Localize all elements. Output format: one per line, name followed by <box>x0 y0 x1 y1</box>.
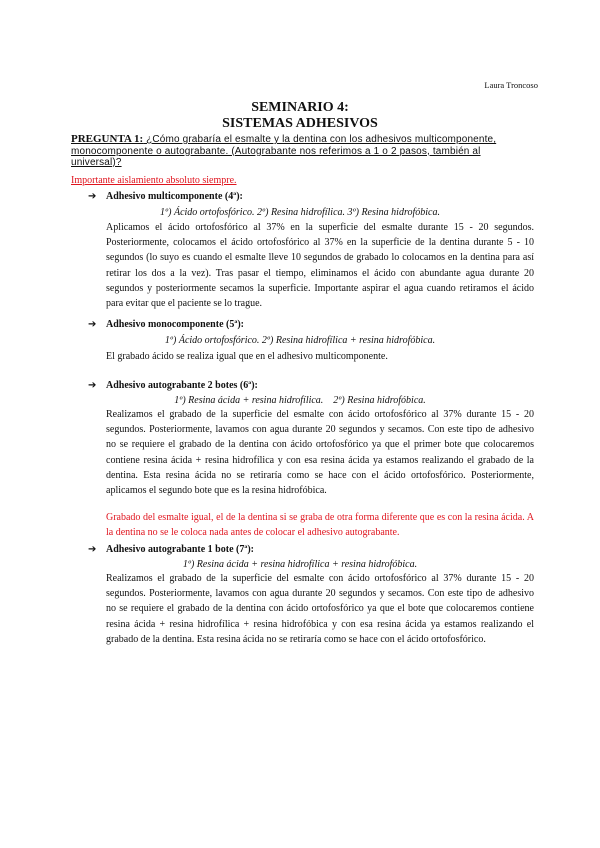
section-paragraph: El grabado ácido se realiza igual que en el adhesivo multicomponente. <box>106 351 388 362</box>
section-heading-autograbante-1: ➔ Adhesivo autograbante 1 bote (7ª): <box>88 544 254 555</box>
section-heading-monocomponente: ➔ Adhesivo monocomponente (5ª): <box>88 319 244 330</box>
section-subtitle: 1º) Resina ácida + resina hidrofílica + resina hidrofóbica. <box>182 559 418 570</box>
section-paragraph: Realizamos el grabado de la superficie del esmalte con ácido ortofosfórico al 37% durante 15 - 20 segundos. Posteriormente, lavamos con agua durante 20 segundos y secamos. Con este tipo de adhesivo no se requiere el grabado de la dentina con ácido ortofosfórico ya que el primer bote que colocaremos contiene resina ácida + resina hidrofílica y con esa resina ácida ya estamos realizando el grabado de la dentina. Esta resina ácida no se retiraría como se hace con el ácido ortofosfórico. Posteriormente, aplicamos el segundo bote que es la resina hidrofóbica. <box>106 409 534 497</box>
section-heading-autograbante-2: ➔ Adhesivo autograbante 2 botes (6ª): <box>88 380 258 391</box>
document-subtitle: SISTEMAS ADHESIVOS <box>222 116 378 131</box>
question-text: ¿Cómo grabaría el esmalte y la dentina con los adhesivos multicomponente, monocomponente o autograbante. (Autograbante nos referimos a 1 o 2 pasos, también al universal)? <box>71 134 497 168</box>
section-subtitle: 1º) Ácido ortofosfórico. 2º) Resina hidrofílica + resina hidrofóbica. <box>164 335 436 346</box>
section-paragraph: Aplicamos el ácido ortofosfórico al 37% en la superficie del esmalte durante 15 - 20 segundos. Posteriormente, colocamos el ácido ortofosfórico al 37% en la superficie de la dentina durante 5 - 10 segundos (lo suyo es cuando el esmalte lleve 10 segundos de grabado lo colocamos en la dentina para así retirar los dos a la vez). Tras pasar el tiempo, eliminamos el ácido con abundante agua durante 20 segundos y posteriormente secamos la superficie. Importante aspirar el agua cuando retiramos el ácido para evitar que el paciente se lo trague. <box>106 222 534 310</box>
arrow-icon: ➔ <box>88 544 97 555</box>
section-note: Grabado del esmalte igual, el de la dentina si se graba de otra forma diferente que es con la resina ácida. A la dentina no se le coloca nada antes de colocar el adhesivo autograbante. <box>106 512 534 539</box>
question-label: PREGUNTA 1: <box>71 133 144 145</box>
arrow-icon: ➔ <box>88 380 97 391</box>
arrow-icon: ➔ <box>88 191 97 202</box>
document-title: SEMINARIO 4: <box>251 100 349 115</box>
section-subtitle: 1º) Resina ácida + resina hidrofílica. 2º) Resina hidrofóbica. <box>174 395 426 406</box>
section-paragraph: Realizamos el grabado de la superficie del esmalte con ácido ortofosfórico al 37% durante 15 - 20 segundos. Posteriormente, lavamos con agua durante 20 segundos y secamos. Con este tipo de adhesivo no se requiere el grabado de la dentina con ácido ortofosfórico ya que el bote que colocaremos contiene resina ácida + resina hidrofílica + resina hidrofóbica y con esa resina ácida ya estamos realizando el grabado de la dentina. Esta resina ácida no se retiraría como se hace con el ácido ortofosfórico. <box>106 573 534 645</box>
section-subtitle: 1º) Ácido ortofosfórico. 2º) Resina hidrofílica. 3º) Resina hidrofóbica. <box>160 207 440 218</box>
section-heading-multicomponente: ➔ Adhesivo multicomponente (4ª): <box>88 191 243 202</box>
author-name: Laura Troncoso <box>484 80 538 90</box>
important-note: Importante aislamiento absoluto siempre. <box>71 175 237 186</box>
arrow-icon: ➔ <box>88 319 97 330</box>
question-block <box>71 134 533 169</box>
